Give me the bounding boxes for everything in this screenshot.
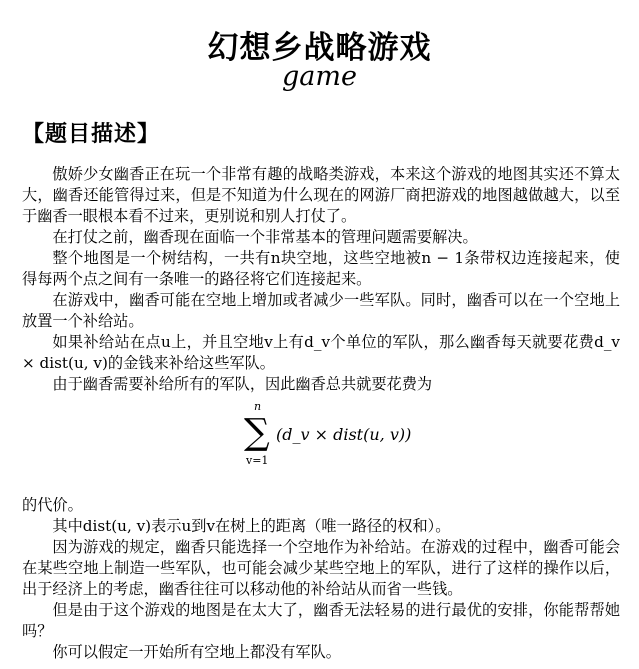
sigma-lower-limit: v=1 [246, 454, 269, 467]
section-heading: 【题目描述】 [22, 121, 161, 147]
paragraph-11: 你可以假定一开始所有空地上都没有军队。 [52, 643, 341, 661]
cost-formula [22, 395, 620, 495]
sigma-symbol: ∑ [244, 412, 270, 453]
paragraph-10: 但是由于这个游戏的地图是在太大了，幽香无法轻易的进行最优的安排，你能帮帮她吗？ [22, 601, 620, 640]
problem-description [22, 164, 620, 663]
paragraph-1: 傲娇少女幽香正在玩一个非常有趣的战略类游戏，本来这个游戏的地图其实还不算太大，幽香还能管得过来，但是不知道为什么现在的网游厂商把游戏的地图越做越大，以至于幽香一眼根本看不过来，更别说和别人打仗了。 [22, 165, 620, 225]
sigma-expression: (d_v × dist(u, v)) [276, 425, 412, 444]
problem-title: 幻想乡战略游戏 [207, 30, 432, 66]
paragraph-7: 的代价。 [22, 496, 83, 514]
problem-subtitle: game [282, 61, 357, 92]
paragraph-6: 由于幽香需要补给所有的军队，因此幽香总共就要花费为 [52, 375, 433, 393]
paragraph-5: 如果补给站在点u上，并且空地v上有d_v个单位的军队，那么幽香每天就要花费d_v × dist(u, v)的金钱来补给这些军队。 [22, 333, 620, 372]
paragraph-9: 因为游戏的规定，幽香只能选择一个空地作为补给站。在游戏的过程中，幽香可能会在某些空地上制造一些军队，也可能会减少某些空地上的军队，进行了这样的操作以后，出于经济上的考虑，幽香往往可以移动他的补给站从而省一些钱。 [22, 538, 620, 598]
paragraph-3: 整个地图是一个树结构，一共有n块空地，这些空地被n − 1条带权边连接起来，使得每两个点之间有一条唯一的路径将它们连接起来。 [22, 249, 620, 288]
paragraph-8: 其中dist(u, v)表示u到v在树上的距离（唯一路径的权和）。 [52, 517, 451, 535]
paragraph-2: 在打仗之前，幽香现在面临一个非常基本的管理问题需要解决。 [52, 228, 478, 246]
sigma-upper-limit: n [254, 400, 262, 413]
paragraph-4: 在游戏中，幽香可能在空地上增加或者减少一些军队。同时，幽香可以在一个空地上放置一个补给站。 [22, 291, 620, 330]
